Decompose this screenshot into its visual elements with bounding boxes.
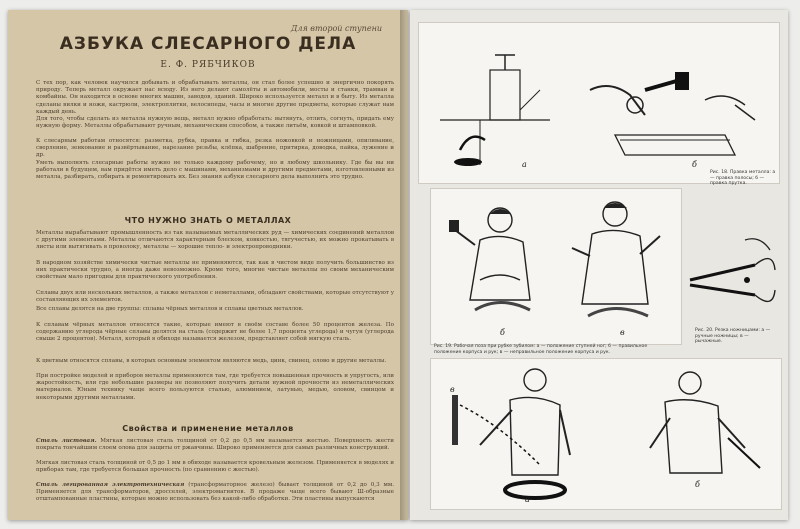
figure-caption-top: Рис. 18. Правка металла: а — правка полосы; б — правка прутка. xyxy=(710,170,776,187)
paragraph-7: Сплавы двух или нескольких металлов, а также металлов с неметаллами, обладают свойствами, которые отсутствуют у составляющих их элементов. xyxy=(36,290,394,304)
right-page xyxy=(410,10,788,520)
chopping-pose-illustration-right xyxy=(610,368,770,503)
figure-caption-middle: Рис. 19. Рабочая поза при рубке зубилом: а — положение ступней ног; б — правильное положение корпуса и рук; в — неправильное положение корпуса и рук. xyxy=(434,344,648,355)
vise-illustration xyxy=(440,50,560,170)
paragraph-9: К сплавам чёрных металлов относятся такие, которые имеют в своём составе более 50 процентов железа. По содержанию углерода чёрные сплавы делятся на сталь (содержит не более 1,7 процента углерода) и чугун (углерода свыше 2 процентов). Металл, который в обиходе называется железом, представляет собой мягкую сталь. xyxy=(36,322,394,343)
paragraph-11: При постройке моделей и приборов металлы применяются там, где требуется повышенная прочность и упругость, или жаростойкость, или где небольшие размеры не позволяют получить детали нужной прочности из неметаллических материалов. Юным технику чаще всего пользуются сталью, алюминием, латунью, медью, оловом, свинцом и некоторыми другими металлами. xyxy=(36,373,394,401)
chisel-worker-illustration-left xyxy=(445,200,555,330)
steel-sheet-text: Мягкая листовая сталь толщиной от 0,2 до 0,5 мм называется жестью. Поверхность жести покрыта тончайшим слоем олова для защиты от ржавчины. Широко применяется для самых различных конструкций. xyxy=(36,438,394,452)
figure-top-label-a: а xyxy=(522,160,527,169)
electrical-steel-text: (трансформаторное железо) бывает толщиной от 0,2 до 0,3 мм. Применяется для трансформаторов, дросселей, электромагнитов. В продаже чаще всего бывают Ш-образные отштампованные пластины, которые можно использовать без какой-либо обработки. Эти пластины выпускаются xyxy=(36,482,395,503)
chopping-pose-illustration-left xyxy=(440,365,600,505)
steel-sheet-label: Сталь листовая. xyxy=(36,438,97,444)
figure-bottom-label-a: а xyxy=(525,495,530,504)
figure-bottom-label-b: б xyxy=(695,480,700,489)
section-heading-properties: Свойства и применение металлов xyxy=(122,424,294,433)
article-title: АЗБУКА СЛЕСАРНОГО ДЕЛА xyxy=(59,34,357,54)
section-heading-metals: ЧТО НУЖНО ЗНАТЬ О МЕТАЛЛАХ xyxy=(124,216,292,225)
paragraph-4: Уметь выполнять слесарные работы нужно не только каждому рабочему, но и любому школьнику. Где бы вы ни работали в будущем, вам придётся иметь дело с машинами, механизмами и другими предметами, изготовленными из металла, разбирать, собирать и ремонтировать их. Без знания азбуки слесарного дела выполнить это трудно. xyxy=(36,160,394,181)
figure-caption-scissors: Рис. 20. Резка ножницами: а — ручные ножницы; в — рычажные. xyxy=(695,328,771,345)
scissors-illustration xyxy=(685,230,780,320)
paragraph-3: К слесарным работам относятся: разметка, рубка, правка и гибка, резка ножовкой и ножницами, опиливание, сверление, зенкование и развёртывание, нарезание резьбы, клёпка, шабрение, притирка, доводка, пайка, лужение и др. xyxy=(36,138,394,159)
paragraph-8: Все сплавы делятся на две группы: сплавы чёрных металлов и сплавы цветных металлов. xyxy=(36,306,304,312)
paragraph-12 xyxy=(36,438,394,452)
paragraph-2: Для того, чтобы сделать из металла нужную вещь, металл нужно обработать: вытянуть, отлить, согнуть, придать ему нужную форму. Металлы обрабатывают ручным, механическим способом, а также литьём, ковкой и штамповкой. xyxy=(36,116,394,130)
left-page xyxy=(8,10,408,520)
figure-middle-label-v: в xyxy=(620,328,625,337)
figure-middle-label-b: б xyxy=(500,328,505,337)
electrical-steel-label: Сталь легированная электротехническая xyxy=(36,482,185,488)
paragraph-10: К цветным относятся сплавы, в которых основным элементом являются медь, цинк, свинец, олово и другие металлы. xyxy=(36,358,387,364)
paragraph-14 xyxy=(36,482,394,504)
paragraph-5: Металлы вырабатывают промышленность из так называемых металлических руд — химических соединений металлов с другими элементами. Металлы отличаются характерным блеском, ковкостью, тягучестью, их можно прокатывать в листы или вытягивать в проволоку, металлы — хорошие тепло- и электропроводники. xyxy=(36,230,394,251)
figure-top-label-b: б xyxy=(692,160,697,169)
paragraph-13: Мягкая листовая сталь толщиной от 0,5 до 1 мм в обиходе называется кровельным железом. Применяется в моделях и приборах там, где требуется большая прочность (по сравнению с жестью). xyxy=(36,460,394,474)
chisel-worker-illustration-right xyxy=(560,196,670,336)
figure-bottom-label-v: в xyxy=(450,385,455,394)
intro-paragraph: С тех пор, как человек научился добывать и обрабатывать металлы, он стал более успешно и энергично покорять природу. Теперь металл окружает нас всюду. Из него делают самолёты и автомобили, мосты и станки, трамваи и комбайны. Он находится в основе многих машин, заводов, зданий. Широко используется металл и в быту. Из металла сделаны вилки и ножи, кастрюли, электроплитки, велосипеды, часы и многие другие предметы, которые служат нам каждый день. xyxy=(36,80,394,115)
paragraph-6: В народном хозяйстве химически чистые металлы не применяются, так как в чистом виде получить большинство из них практически трудно, а иногда даже невозможно. Кроме того, многие чистые металлы по своим механическим свойствам мало пригодны для практического употребления. xyxy=(36,260,394,281)
section-tag: Для второй ступени xyxy=(290,24,382,33)
hammering-illustration xyxy=(585,60,765,170)
article-author: Е. Ф. РЯБЧИКОВ xyxy=(160,60,256,70)
